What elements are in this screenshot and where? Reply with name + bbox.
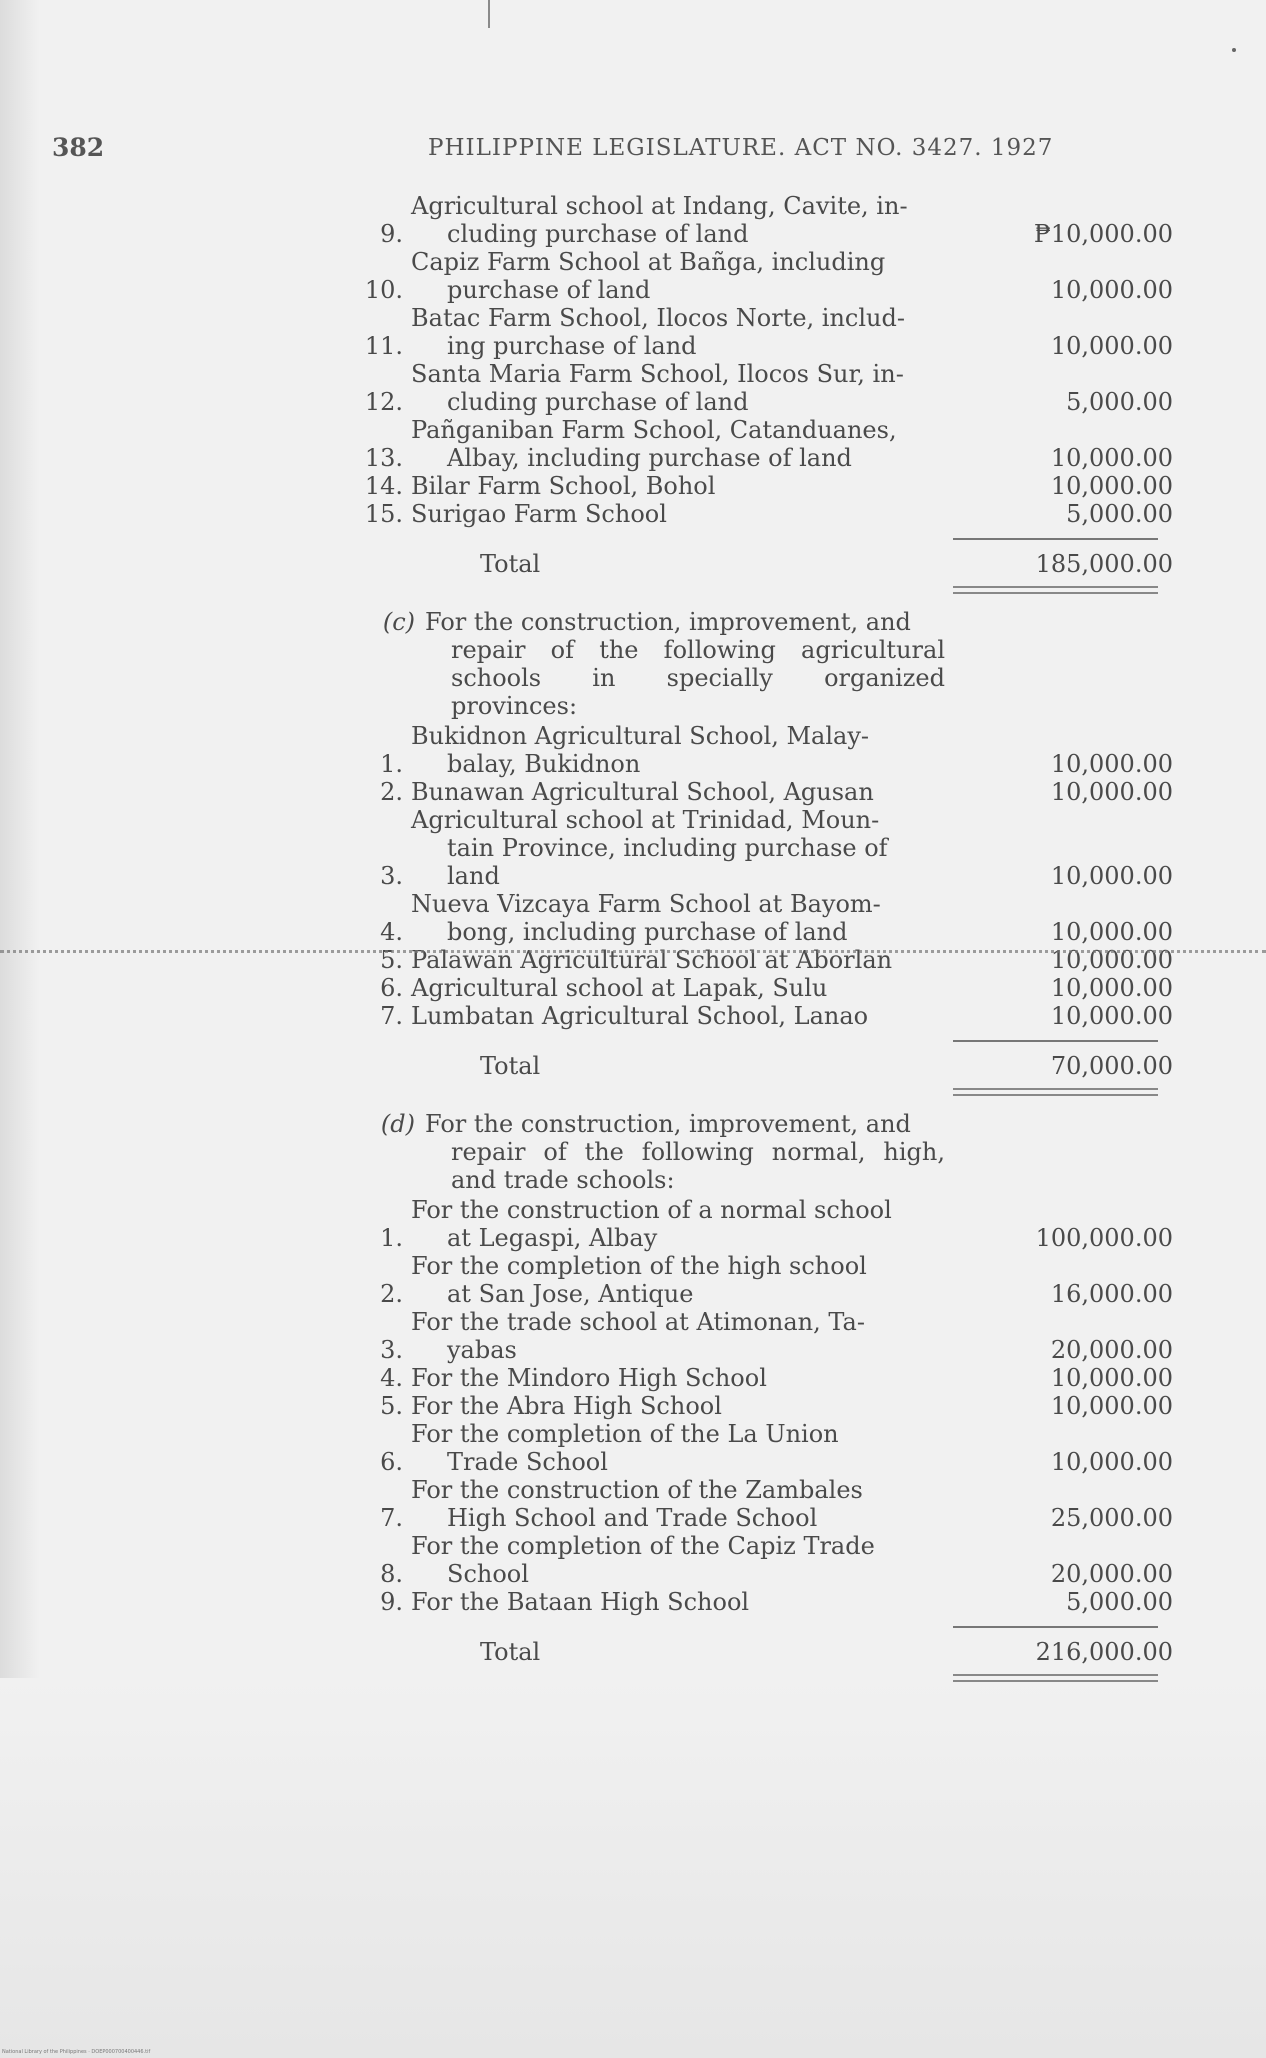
item-text-line1: Palawan Agricultural School at Aborlan <box>411 946 893 974</box>
section-heading <box>355 1110 1175 1194</box>
item-text-line2: yabas <box>447 1336 517 1364</box>
item-amount: 10,000.00 <box>1050 276 1173 304</box>
item-text-line1: For the trade school at Atimonan, Ta- <box>411 1308 865 1336</box>
item-number: 3. <box>380 1336 403 1364</box>
total-rule <box>953 1626 1158 1628</box>
item-text-line1: For the completion of the La Union <box>411 1420 839 1448</box>
binding-mark <box>488 0 490 28</box>
item-description <box>403 1252 958 1308</box>
line-item <box>355 192 1175 248</box>
item-description <box>403 248 958 304</box>
item-number: 5. <box>380 1392 403 1420</box>
line-item <box>355 1308 1175 1364</box>
item-description <box>403 1002 958 1030</box>
item-description <box>403 778 958 806</box>
line-item <box>355 1196 1175 1252</box>
line-item <box>355 1588 1175 1616</box>
item-amount: 10,000.00 <box>1050 918 1173 946</box>
line-item <box>355 890 1175 946</box>
item-text-line1: For the Mindoro High School <box>411 1364 767 1392</box>
item-text-line2: bong, including purchase of land <box>447 918 848 946</box>
appropriations-table <box>355 192 1175 1682</box>
item-description <box>403 1588 958 1616</box>
total-rule <box>953 538 1158 540</box>
item-text-line2: cluding purchase of land <box>447 388 749 416</box>
line-item <box>355 360 1175 416</box>
item-number: 1. <box>380 1224 403 1252</box>
item-text-line3: land <box>447 862 500 890</box>
total-label: Total <box>480 550 541 578</box>
item-amount: 5,000.00 <box>1066 500 1173 528</box>
line-item <box>355 722 1175 778</box>
line-item <box>355 416 1175 472</box>
item-amount: 20,000.00 <box>1050 1560 1173 1588</box>
item-text-line1: Surigao Farm School <box>411 500 667 528</box>
section-label: (c) <box>382 608 415 636</box>
item-number: 9. <box>380 220 403 248</box>
total-row <box>355 1052 1175 1080</box>
item-text-line1: For the construction of a normal school <box>411 1196 892 1224</box>
item-text-line1: For the Abra High School <box>411 1392 722 1420</box>
item-description <box>403 1196 958 1252</box>
item-text-line1: Agricultural school at Indang, Cavite, in- <box>411 192 908 220</box>
item-text-line1: Santa Maria Farm School, Ilocos Sur, in- <box>411 360 904 388</box>
item-description <box>403 1364 958 1392</box>
item-description <box>403 722 958 778</box>
item-number: 13. <box>364 444 403 472</box>
item-text-line1: Lumbatan Agricultural School, Lanao <box>411 1002 869 1030</box>
item-number: 15. <box>364 500 403 528</box>
line-item <box>355 806 1175 890</box>
item-description <box>403 500 958 528</box>
line-item <box>355 248 1175 304</box>
intro-rest: repair of the following normal, high, and trade schools: <box>451 1138 945 1194</box>
item-amount: 16,000.00 <box>1050 1280 1173 1308</box>
item-text-line2: High School and Trade School <box>447 1504 818 1532</box>
intro-line1: For the construction, improvement, and <box>425 1110 911 1138</box>
running-title: PHILIPPINE LEGISLATURE. ACT NO. 3427. 1927 <box>428 135 1054 161</box>
item-text-line1: Batac Farm School, Ilocos Norte, includ- <box>411 304 905 332</box>
line-item <box>355 974 1175 1002</box>
item-amount: 100,000.00 <box>1035 1224 1173 1252</box>
item-number: 10. <box>364 276 403 304</box>
line-item <box>355 472 1175 500</box>
line-item <box>355 1002 1175 1030</box>
item-amount: 10,000.00 <box>1050 332 1173 360</box>
item-number: 6. <box>380 974 403 1002</box>
item-number: 7. <box>380 1002 403 1030</box>
item-number: 2. <box>380 1280 403 1308</box>
item-description <box>403 1392 958 1420</box>
item-text-line2: Trade School <box>447 1448 608 1476</box>
section-intro-text <box>415 608 945 720</box>
item-text-line2: cluding purchase of land <box>447 220 749 248</box>
item-amount: 5,000.00 <box>1066 388 1173 416</box>
page-number: 382 <box>52 133 105 162</box>
total-amount: 70,000.00 <box>1050 1052 1173 1080</box>
intro-rest: repair of the following agricultural schools in specially organized provinces: <box>451 636 945 720</box>
item-number: 6. <box>380 1448 403 1476</box>
item-text-line2: School <box>447 1560 529 1588</box>
scan-speck <box>1232 48 1236 52</box>
item-number: 8. <box>380 1560 403 1588</box>
line-item <box>355 1532 1175 1588</box>
total-rule <box>953 1040 1158 1042</box>
line-item <box>355 1252 1175 1308</box>
item-number: 4. <box>380 1364 403 1392</box>
total-label: Total <box>480 1052 541 1080</box>
item-amount: 10,000.00 <box>1050 444 1173 472</box>
item-description <box>403 304 958 360</box>
total-amount: 216,000.00 <box>1035 1638 1173 1666</box>
line-item <box>355 1364 1175 1392</box>
line-item <box>355 304 1175 360</box>
section-heading <box>355 608 1175 720</box>
line-item <box>355 1476 1175 1532</box>
item-number: 1. <box>380 750 403 778</box>
item-text-line1: Agricultural school at Lapak, Sulu <box>411 974 828 1002</box>
item-description <box>403 1420 958 1476</box>
item-description <box>403 192 958 248</box>
item-text-line2: Albay, including purchase of land <box>447 444 852 472</box>
item-description <box>403 1532 958 1588</box>
item-number: 4. <box>380 918 403 946</box>
item-text-line2: purchase of land <box>447 276 651 304</box>
total-row <box>355 1638 1175 1666</box>
item-number: 12. <box>364 388 403 416</box>
item-number: 9. <box>380 1588 403 1616</box>
item-amount: 5,000.00 <box>1066 1588 1173 1616</box>
item-text-line1: For the completion of the high school <box>411 1252 867 1280</box>
item-number: 14. <box>364 472 403 500</box>
item-text-line2: balay, Bukidnon <box>447 750 641 778</box>
page-shadow-bottom <box>0 1678 1266 2058</box>
item-text-line1: Nueva Vizcaya Farm School at Bayom- <box>411 890 881 918</box>
total-double-rule <box>953 586 1158 594</box>
intro-line1: For the construction, improvement, and <box>425 608 911 636</box>
item-text-line1: For the completion of the Capiz Trade <box>411 1532 875 1560</box>
item-amount: 10,000.00 <box>1050 1448 1173 1476</box>
item-text-line1: Agricultural school at Trinidad, Moun- <box>411 806 880 834</box>
section-intro-text <box>415 1110 945 1194</box>
scan-fold-line <box>0 950 1266 953</box>
item-description <box>403 1308 958 1364</box>
item-text-line1: Bilar Farm School, Bohol <box>411 472 716 500</box>
item-description <box>403 472 958 500</box>
item-amount: 10,000.00 <box>1050 750 1173 778</box>
total-row <box>355 550 1175 578</box>
item-description <box>403 1476 958 1532</box>
item-description <box>403 360 958 416</box>
item-amount: 10,000.00 <box>1050 1392 1173 1420</box>
item-amount: 10,000.00 <box>1050 1364 1173 1392</box>
item-amount: 10,000.00 <box>1050 862 1173 890</box>
item-description <box>403 416 958 472</box>
page-header <box>0 133 1266 173</box>
line-item <box>355 500 1175 528</box>
scan-credit: National Library of the Philippines · DOEP000700400446.tif <box>2 2049 151 2055</box>
item-text-line2: at Legaspi, Albay <box>447 1224 658 1252</box>
item-number: 7. <box>380 1504 403 1532</box>
total-label: Total <box>480 1638 541 1666</box>
item-number: 2. <box>380 778 403 806</box>
line-item <box>355 1420 1175 1476</box>
item-text-line2: tain Province, including purchase of <box>447 834 888 862</box>
item-amount: 10,000.00 <box>1050 1002 1173 1030</box>
item-description <box>403 890 958 946</box>
item-number: 3. <box>380 862 403 890</box>
line-item <box>355 1392 1175 1420</box>
item-amount: 25,000.00 <box>1050 1504 1173 1532</box>
item-text-line1: Bunawan Agricultural School, Agusan <box>411 778 874 806</box>
item-amount: ₱10,000.00 <box>1033 220 1173 248</box>
item-amount: 10,000.00 <box>1050 946 1173 974</box>
item-description <box>403 974 958 1002</box>
item-amount: 10,000.00 <box>1050 778 1173 806</box>
item-text-line1: Bukidnon Agricultural School, Malay- <box>411 722 869 750</box>
item-amount: 10,000.00 <box>1050 974 1173 1002</box>
item-text-line1: Pañganiban Farm School, Catanduanes, <box>411 416 897 444</box>
total-amount: 185,000.00 <box>1035 550 1173 578</box>
item-text-line1: For the Bataan High School <box>411 1588 750 1616</box>
item-text-line2: at San Jose, Antique <box>447 1280 694 1308</box>
item-number: 11. <box>364 332 403 360</box>
total-double-rule <box>953 1674 1158 1682</box>
section-label: (d) <box>380 1110 415 1138</box>
item-amount: 20,000.00 <box>1050 1336 1173 1364</box>
item-text-line1: For the construction of the Zambales <box>411 1476 863 1504</box>
total-double-rule <box>953 1088 1158 1096</box>
item-number: 5. <box>380 946 403 974</box>
item-amount: 10,000.00 <box>1050 472 1173 500</box>
item-description <box>403 806 958 890</box>
line-item <box>355 778 1175 806</box>
item-text-line2: ing purchase of land <box>447 332 697 360</box>
item-text-line1: Capiz Farm School at Bañga, including <box>411 248 886 276</box>
